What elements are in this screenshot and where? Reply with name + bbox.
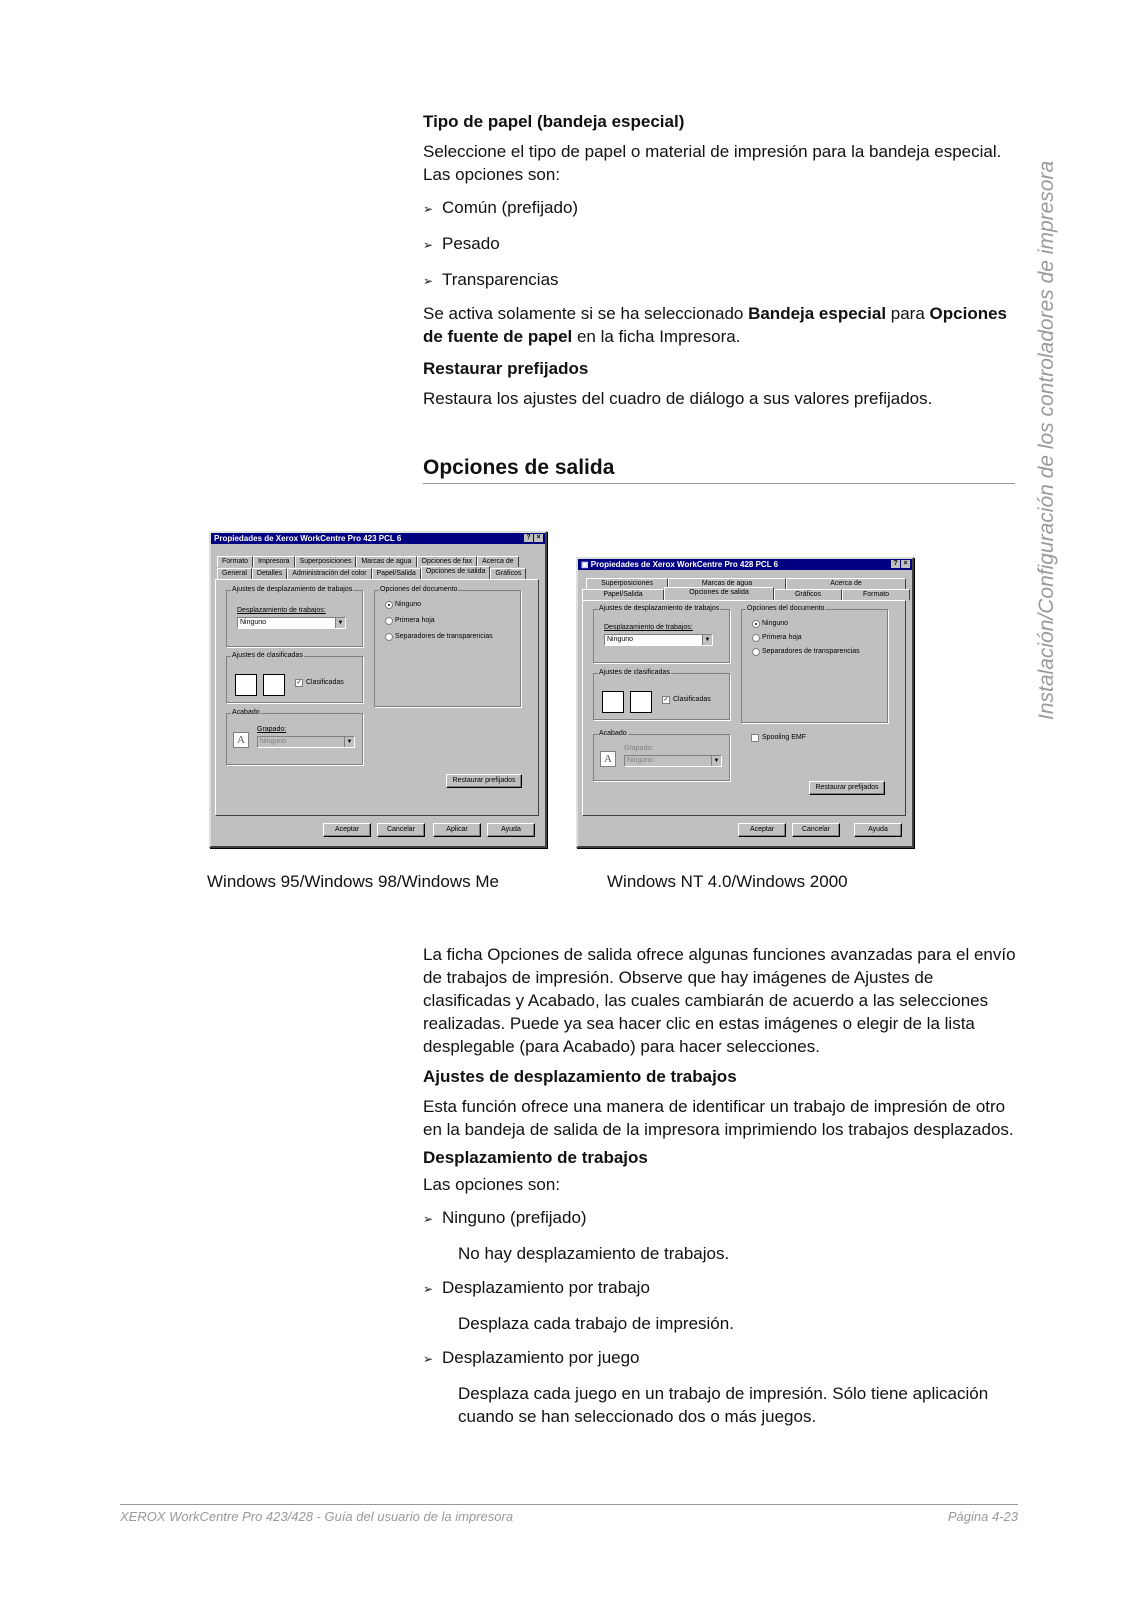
radio-label: Primera hoja <box>395 617 435 624</box>
heading-restore: Restaurar prefijados <box>423 359 589 378</box>
radio-label: Ninguno <box>395 601 422 608</box>
apply-button[interactable]: Aplicar <box>433 823 481 837</box>
collate-pages-icon[interactable] <box>630 691 652 713</box>
offset-label: Desplazamiento de trabajos: <box>604 624 693 631</box>
offset-select[interactable] <box>237 617 346 629</box>
collated-label: Clasificadas <box>306 679 344 686</box>
heading-paper-type: Tipo de papel (bandeja especial) <box>423 112 685 131</box>
bullet-label: Ninguno (prefijado) <box>442 1208 587 1227</box>
radio-label: Separadores de transparencias <box>395 633 493 640</box>
note-bold: Bandeja especial <box>748 304 887 323</box>
heading-job-offset: Ajustes de desplazamiento de trabajos <box>423 1067 737 1086</box>
arrow-bullet-icon: ➢ <box>423 1212 434 1226</box>
tab-marcas-de-agua[interactable]: Marcas de agua <box>356 556 416 567</box>
ok-button[interactable]: Aceptar <box>738 823 786 837</box>
arrow-bullet-icon: ➢ <box>423 202 434 216</box>
bullet-item <box>423 1206 1023 1231</box>
dialog-winnt <box>576 557 914 848</box>
footer-title: XEROX WorkCentre Pro 423/428 - Guía del usuario de la impresora <box>120 1509 514 1524</box>
group-collate <box>593 669 730 720</box>
radio-separadores[interactable] <box>385 633 393 641</box>
tab-superposiciones[interactable]: Superposiciones <box>295 556 357 567</box>
tab-acerca-de[interactable]: Acerca de <box>786 578 906 589</box>
staple-preview-icon[interactable]: A <box>233 732 249 748</box>
chevron-down-icon[interactable]: ▼ <box>344 737 354 747</box>
staple-label: Grapado: <box>624 745 654 752</box>
bullet-item <box>423 1346 1023 1371</box>
bullet-label: Desplazamiento por trabajo <box>442 1278 650 1297</box>
offset-value: Ninguno <box>607 636 634 643</box>
group-job-offset <box>593 605 730 663</box>
group-finishing <box>593 730 730 781</box>
arrow-bullet-icon: ➢ <box>423 274 434 288</box>
dialog-win95 <box>209 531 547 848</box>
cancel-button[interactable]: Cancelar <box>377 823 425 837</box>
tab-impresora[interactable]: Impresora <box>253 556 295 567</box>
arrow-bullet-icon: ➢ <box>423 1282 434 1296</box>
cancel-button[interactable]: Cancelar <box>792 823 840 837</box>
offset-label: Desplazamiento de trabajos: <box>237 607 326 614</box>
staple-label: Grapado: <box>257 726 287 733</box>
group-finishing <box>226 709 363 765</box>
tab-administracion-color[interactable]: Administración del color <box>287 568 371 579</box>
radio-label: Ninguno <box>762 620 789 627</box>
collated-checkbox[interactable]: ✓ <box>663 697 669 703</box>
group-label: Ajustes de clasificadas <box>232 652 303 659</box>
help-button[interactable]: Ayuda <box>854 823 902 837</box>
tab-papel-salida[interactable]: Papel/Salida <box>582 589 664 600</box>
help-icon[interactable]: ? <box>524 534 533 542</box>
tab-formato[interactable]: Formato <box>842 589 910 600</box>
heading-offset-options: Desplazamiento de trabajos <box>423 1148 648 1167</box>
bullet-label: Transparencias <box>442 270 559 289</box>
chevron-down-icon[interactable]: ▼ <box>711 756 721 766</box>
tab-general[interactable]: General <box>217 568 252 579</box>
bullet-label: Desplazamiento por juego <box>442 1348 640 1367</box>
printer-icon: ▣ <box>581 560 591 569</box>
tab-papel-salida[interactable]: Papel/Salida <box>372 568 421 579</box>
bullet-item <box>423 1276 1023 1301</box>
group-label: Acabado <box>232 709 260 716</box>
job-offset-text: Esta función ofrece una manera de identificar un trabajo de impresión de otro en la bandeja de salida de la impresora imprimiendo los trabajos desplazados. <box>423 1097 1014 1139</box>
note-text: Se activa solamente si se ha seleccionado <box>423 304 749 323</box>
staple-preview-icon[interactable]: A <box>600 751 616 767</box>
collated-label: Clasificadas <box>673 696 711 703</box>
group-label: Ajustes de desplazamiento de trabajos <box>232 586 353 593</box>
tab-panel <box>215 579 539 816</box>
collate-pages-icon[interactable] <box>263 674 285 696</box>
radio-ninguno[interactable] <box>385 601 393 609</box>
arrow-bullet-icon: ➢ <box>423 238 434 252</box>
bullet-desc: Desplaza cada trabajo de impresión. <box>458 1314 734 1333</box>
bullet-desc: Desplaza cada juego en un trabajo de impresión. Sólo tiene aplicación cuando se han seleccionado dos o más juegos. <box>458 1384 989 1426</box>
offset-value: Ninguno <box>240 619 267 626</box>
tab-graficos[interactable]: Gráficos <box>490 568 526 579</box>
restore-defaults-button[interactable]: Restaurar prefijados <box>809 781 885 795</box>
group-label: Ajustes de desplazamiento de trabajos <box>599 605 720 612</box>
page-number: Página 4-23 <box>947 1509 1018 1524</box>
caption-win95: Windows 95/Windows 98/Windows Me <box>207 872 499 891</box>
bullet-label: Común (prefijado) <box>442 198 579 217</box>
bullet-item <box>423 268 1018 293</box>
group-doc-options <box>741 605 888 723</box>
radio-ninguno[interactable] <box>752 620 760 628</box>
body-paragraph: La ficha Opciones de salida ofrece algunas funciones avanzadas para el envío de trabajos de impresión. Observe que hay imágenes de Ajustes de clasificadas y Acabado, las cuales cambiarán de acuerdo a las selecciones realizadas. Puede ya sea hacer clic en estas imágenes o elegir de la lista desplegable (para Acabado) para hacer selecciones. <box>423 945 1016 1056</box>
group-label: Opciones del documento <box>747 605 825 612</box>
tab-opciones-de-fax[interactable]: Opciones de fax <box>417 556 478 567</box>
section-output-options <box>423 943 1023 1428</box>
radio-label: Primera hoja <box>762 634 802 641</box>
note-bold: Opciones de fuente de papel <box>423 304 1007 346</box>
radio-separadores[interactable] <box>752 648 760 656</box>
dialog-titlebar <box>211 533 545 544</box>
help-button[interactable]: Ayuda <box>487 823 535 837</box>
bullet-label: Pesado <box>442 234 500 253</box>
collate-pages-icon[interactable] <box>602 691 624 713</box>
ok-button[interactable]: Aceptar <box>323 823 371 837</box>
close-icon[interactable]: × <box>901 560 910 568</box>
paper-type-intro: Seleccione el tipo de papel o material de impresión para la bandeja especial. Las opciones son: <box>423 142 1002 184</box>
section-title: Opciones de salida <box>423 456 1015 484</box>
side-running-title: Instalación/Configuración de los controladores de impresora <box>1035 160 1058 720</box>
tab-marcas-de-agua[interactable]: Marcas de agua <box>668 578 786 589</box>
bullet-item <box>423 232 1018 257</box>
restore-text: Restaura los ajustes del cuadro de diálogo a sus valores prefijados. <box>423 389 933 408</box>
tab-opciones-de-salida[interactable]: Opciones de salida <box>664 587 774 600</box>
collate-pages-icon[interactable] <box>235 674 257 696</box>
tab-detalles[interactable]: Detalles <box>252 568 287 579</box>
tab-row-2 <box>217 568 526 579</box>
group-collate <box>226 652 363 703</box>
chevron-down-icon[interactable]: ▼ <box>702 635 712 645</box>
close-icon[interactable]: × <box>534 534 543 542</box>
tab-graficos[interactable]: Gráficos <box>774 589 842 600</box>
tab-panel <box>582 600 906 816</box>
help-icon[interactable]: ? <box>891 560 900 568</box>
tab-opciones-de-salida[interactable]: Opciones de salida <box>421 566 491 579</box>
staple-select[interactable] <box>257 736 355 748</box>
dialog-title: Propiedades de Xerox WorkCentre Pro 428 PCL 6 <box>590 560 779 569</box>
tab-superposiciones[interactable]: Superposiciones <box>586 578 668 589</box>
caption-winnt: Windows NT 4.0/Windows 2000 <box>607 872 848 891</box>
dialog-titlebar <box>578 559 912 570</box>
group-label: Acabado <box>599 730 627 737</box>
section-paper-type <box>423 112 1018 410</box>
note-text: para <box>886 304 930 323</box>
group-label: Ajustes de clasificadas <box>599 669 670 676</box>
group-job-offset <box>226 586 363 647</box>
tab-acerca-de[interactable]: Acerca de <box>477 556 519 567</box>
spooling-emf-label: Spooling EMF <box>762 734 806 741</box>
paper-type-note <box>423 302 1018 348</box>
chevron-down-icon[interactable]: ▼ <box>335 618 345 628</box>
note-text: en la ficha Impresora. <box>572 327 741 346</box>
spooling-emf-checkbox[interactable] <box>751 734 759 742</box>
dialog-title: Propiedades de Xerox WorkCentre Pro 423 PCL 6 <box>214 534 402 543</box>
bullet-item <box>423 196 1018 221</box>
arrow-bullet-icon: ➢ <box>423 1352 434 1366</box>
restore-defaults-button[interactable]: Restaurar prefijados <box>446 774 522 788</box>
staple-value: Ninguno <box>627 757 654 764</box>
offset-select[interactable] <box>604 634 713 646</box>
bullet-desc: No hay desplazamiento de trabajos. <box>458 1244 730 1263</box>
offset-intro: Las opciones son: <box>423 1175 561 1194</box>
group-label: Opciones del documento <box>380 586 458 593</box>
group-doc-options <box>374 586 521 707</box>
radio-label: Separadores de transparencias <box>762 648 860 655</box>
staple-select[interactable] <box>624 755 722 767</box>
collated-checkbox[interactable]: ✓ <box>296 680 302 686</box>
radio-primera-hoja[interactable] <box>752 634 760 642</box>
tab-row-2 <box>582 589 910 600</box>
page-footer <box>120 1504 1018 1524</box>
radio-primera-hoja[interactable] <box>385 617 393 625</box>
tab-formato[interactable]: Formato <box>217 556 253 567</box>
staple-value: Ninguno <box>260 738 287 745</box>
